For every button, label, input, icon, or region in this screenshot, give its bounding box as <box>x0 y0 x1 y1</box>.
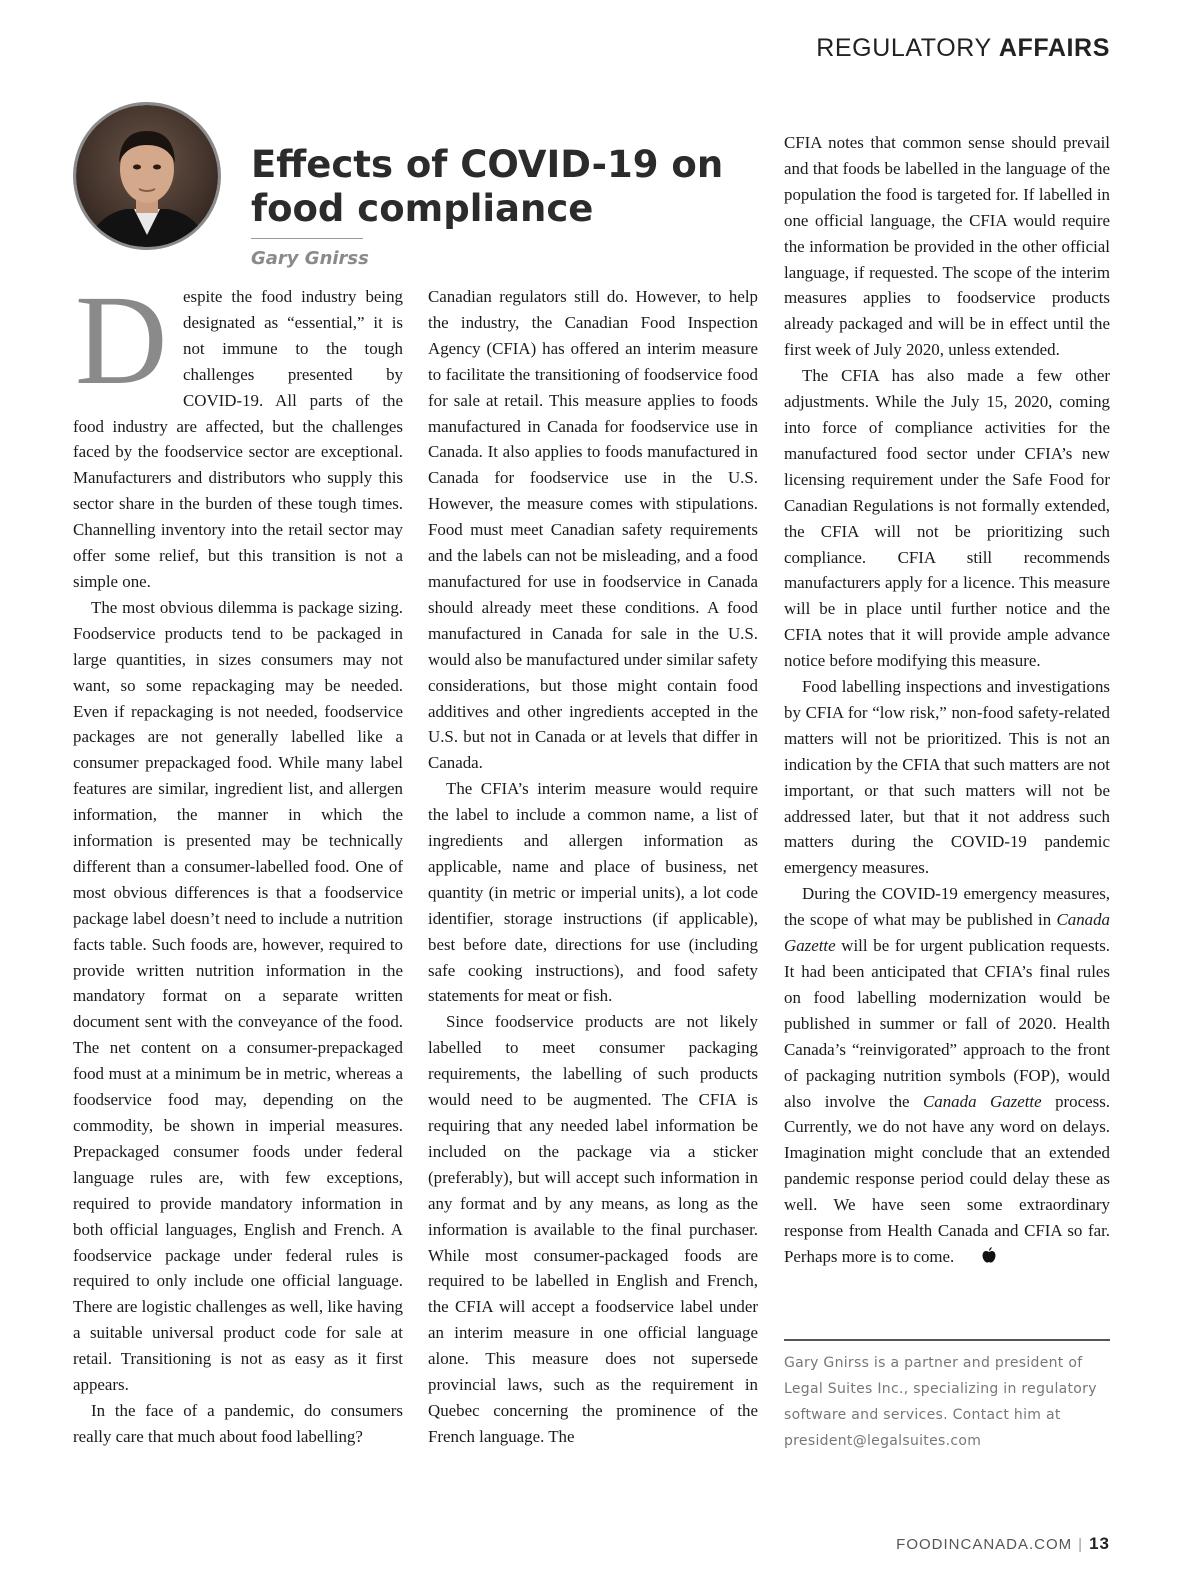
author-bio: Gary Gnirss is a partner and president of Legal Suites Inc., specializing in regulatory software and services. Contact him at president@legalsuites.com <box>784 1355 1097 1449</box>
paragraph: CFIA notes that common sense should prevail and that foods be labelled in the language of the population the food is targeted for. If labelled in one official language, the CFIA would require the information be provided in the other official language, if requested. The scope of the interim measures applies to foodservice products already packaged and will be in effect until the first week of July 2020, unless extended. <box>784 133 1110 360</box>
paragraph <box>73 269 403 595</box>
page-number: 13 <box>1089 1534 1110 1553</box>
page-footer <box>896 1534 1110 1554</box>
paragraph-text: will be for urgent publication requests. It had been anticipated that CFIA’s final rules on food labelling modernization would be published in summer or fall of 2020. Health Canada’s “reinvigorated” approach to the front of packaging nutrition symbols (FOP), would also involve the <box>784 936 1110 1111</box>
paragraph <box>784 881 1110 1270</box>
paragraph: The most obvious dilemma is package sizing. Foodservice products tend to be packaged in large quantities, in sizes consumers may not want, so some repackaging may be needed. Even if repackaging is not needed, foodservice packages are not generally labelled like a consumer prepackaged food. While many label features are similar, ingredient list, and allergen information, the manner in which the information is presented may be technically different than a consumer-labelled food. One of most obvious differences is that a foodservice package label doesn’t need to include a nutrition facts table. Such foods are, however, required to provide written nutrition information in the mandatory format on a separate written document sent with the conveyance of the food. The net content on a consumer-prepackaged food must at a minimum be in metric, whereas a foodservice food may, depending on the commodity, be shown in imperial measures. Prepackaged consumer foods under federal language rules are, with few exceptions, required to provide mandatory information in both official languages, English and French. A foodservice package under federal rules is required to only include one official language. There are logistic challenges as well, like having a suitable universal product code for sale at retail. Transitioning is not as easy as it first appears. <box>73 597 403 1395</box>
paragraph-text: espite the food industry being designated as “essential,” it is not immune to the tough challenges presented by COVID-19. All parts of the food industry are affected, but the challenges faced by the foodservice sector are exceptional. Manufacturers and distributors who supply this sector share in the burden of these tough times. Channelling inventory into the retail sector may offer some relief, but this transition is not a simple one. <box>73 287 403 591</box>
paragraph: Since foodservice products are not likely labelled to meet consumer packaging requirements, the labelling of such products would need to be augmented. The CFIA is requiring that any needed label information be included on the package via a sticker (preferably), but will accept such information in any format and by any means, as long as the information is available to the final purchaser. While most consumer-packaged foods are required to be labelled in English and French, the CFIA will accept a foodservice label under an interim measure in one official language alone. This measure does not supersede provincial laws, such as the requirement in Quebec concerning the prominence of the French language. The <box>428 1012 758 1446</box>
paragraph-text: process. Currently, we do not have any word on delays. Imagination might conclude that an extended pandemic response period could delay these as well. We have seen some extraordinary response from Health Canada and CFIA so far. Perhaps more is to come. <box>784 1091 1110 1266</box>
paragraph: In the face of a pandemic, do consumers really care that much about food labelling? <box>73 1400 403 1446</box>
bio-divider <box>784 1339 1110 1341</box>
paragraph: The CFIA’s interim measure would require the label to include a common name, a list of ingredients and allergen information as applicable, name and place of business, net quantity (in metric or imperial units), a lot code identifier, storage instructions (if applicable), best before date, directions for use (including safe cooking instructions), and food safety statements for meat or fish. <box>428 779 758 1006</box>
author-photo <box>73 102 221 250</box>
footer-site: FOODINCANADA.COM <box>896 1536 1073 1553</box>
text-column-3 <box>784 130 1110 1270</box>
publication-name: Canada Gazette <box>923 1091 1042 1111</box>
section-header-light: REGULATORY <box>816 34 999 62</box>
paragraph: Canadian regulators still do. However, to help the industry, the Canadian Food Inspection Agency (CFIA) has offered an interim measure to facilitate the transitioning of foodservice food for sale at retail. This measure applies to foods manufactured in Canada for foodservice use in Canada. It also applies to foods manufactured in Canada for foodservice use in the U.S. However, the measure comes with stipulations. Food must meet Canadian safety requirements and the labels can not be misleading, and a food manufactured for use in foodservice in Canada should already meet these conditions. A food manufactured in Canada for sale in the U.S. would also be manufactured under similar safety considerations, but those might contain food additives and other ingredients accepted in the U.S. but not in Canada or at levels that differ in Canada. <box>428 287 758 773</box>
paragraph: Food labelling inspections and investigations by CFIA for “low risk,” non-food safety-related matters will not be prioritized. This is not an indication by the CFIA that such matters are not important, or that such matters will not be addressed later, but that it not address such matters during the COVID-19 pandemic emergency measures. <box>784 677 1110 878</box>
title-divider <box>251 238 363 239</box>
text-column-2 <box>428 284 758 1450</box>
author-byline: Gary Gnirss <box>251 248 369 269</box>
article-title: Effects of COVID-19 on food compliance <box>251 143 724 230</box>
section-header-bold: AFFAIRS <box>998 34 1110 62</box>
section-header <box>816 34 1110 63</box>
author-portrait <box>76 105 218 247</box>
paragraph: The CFIA has also made a few other adjustments. While the July 15, 2020, coming into force of compliance activities for the manufactured food sector under CFIA’s new licensing requirement under the Safe Food for Canadian Regulations is not formally extended, the CFIA will not be prioritizing such compliance. CFIA still recommends manufacturers apply for a licence. This measure will be in place until further notice and the CFIA notes that it will provide ample advance notice before modifying this measure. <box>784 366 1110 671</box>
drop-cap: D <box>75 269 168 411</box>
apple-icon <box>962 1246 980 1264</box>
footer-separator: | <box>1078 1536 1084 1553</box>
text-column-1 <box>73 269 403 1450</box>
publication-name: Canada Gazette <box>784 910 1110 956</box>
paragraph-text: During the COVID-19 emergency measures, the scope of what may be published in <box>784 884 1110 930</box>
